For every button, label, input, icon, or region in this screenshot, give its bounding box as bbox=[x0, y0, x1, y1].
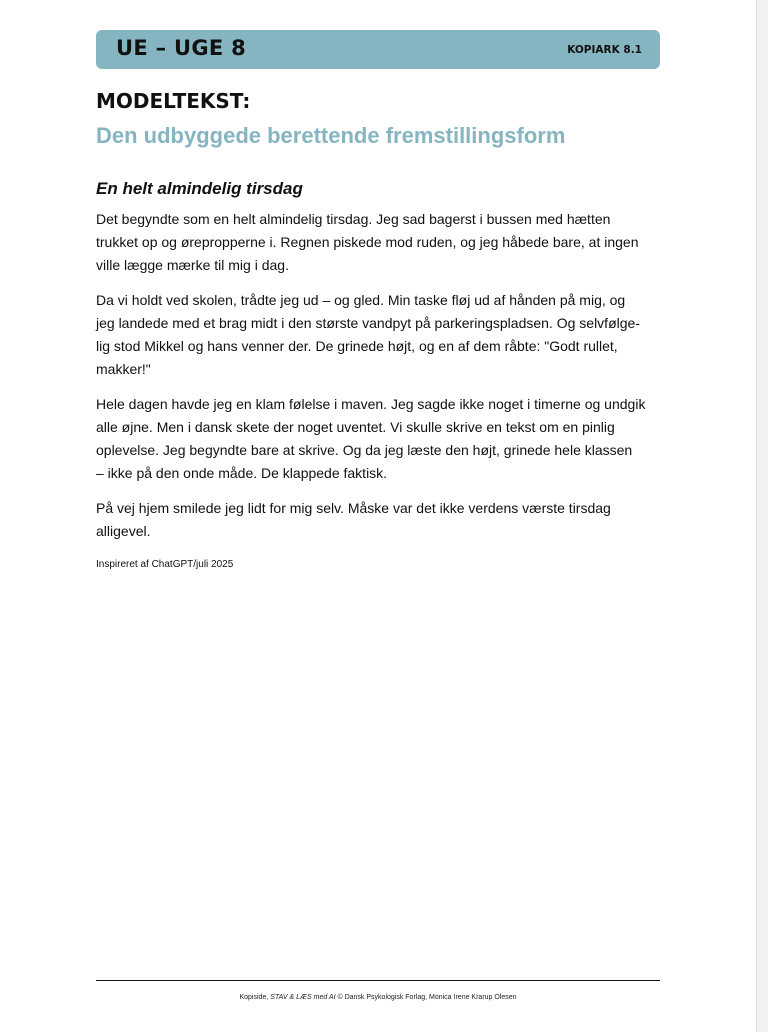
text-line: jeg landede med et brag midt i den største vandpyt på parkeringspladsen. Og selvfølge- bbox=[96, 315, 640, 331]
text-line: ville lægge mærke til mig i dag. bbox=[96, 257, 289, 273]
text-line: Da vi holdt ved skolen, trådte jeg ud – og gled. Min taske fløj ud af hånden på mig, og bbox=[96, 292, 626, 308]
story-paragraph-3 bbox=[96, 393, 662, 485]
footer-suffix: © Dansk Psykologisk Forlag, Monica Irene Krarup Olesen bbox=[335, 994, 517, 1001]
text-line: trukket op og ørepropperne i. Regnen piskede mod ruden, og jeg håbede bare, at ingen bbox=[96, 234, 639, 250]
story-paragraph-2 bbox=[96, 289, 662, 381]
source-note: Inspireret af ChatGPT/juli 2025 bbox=[96, 559, 234, 570]
text-line: makker!" bbox=[96, 361, 151, 377]
story-title: En helt almindelig tirsdag bbox=[96, 179, 303, 198]
text-line: På vej hjem smilede jeg lidt for mig selv. Måske var det ikke verdens værste tirsdag bbox=[96, 500, 611, 516]
text-line: lig stod Mikkel og hans venner der. De grinede højt, og en af dem råbte: "Godt rullet, bbox=[96, 338, 618, 354]
text-line: alligevel. bbox=[96, 523, 151, 539]
text-line: Det begyndte som en helt almindelig tirsdag. Jeg sad bagerst i bussen med hætten bbox=[96, 211, 611, 227]
story-body bbox=[96, 208, 662, 570]
header-title: UE – UGE 8 bbox=[116, 36, 247, 60]
worksheet-code: KOPIARK 8.1 bbox=[567, 44, 642, 56]
header-bar bbox=[96, 30, 660, 69]
footer-book-title: STAV & LÆS med AI bbox=[270, 994, 336, 1001]
text-line: oplevelse. Jeg begyndte bare at skrive. Og da jeg læste den højt, grinede hele klassen bbox=[96, 442, 633, 458]
page-subtitle: Den udbyggede berettende fremstillingsform bbox=[96, 123, 566, 148]
text-line: Hele dagen havde jeg en klam følelse i maven. Jeg sagde ikke noget i timerne og undgik bbox=[96, 396, 646, 412]
story-paragraph-4 bbox=[96, 497, 662, 543]
footer-copyright bbox=[96, 994, 660, 1001]
text-line: – ikke på den onde måde. De klappede faktisk. bbox=[96, 465, 388, 481]
text-line: alle øjne. Men i dansk skete der noget uventet. Vi skulle skrive en tekst om en pinlig bbox=[96, 419, 615, 435]
story-paragraph-1 bbox=[96, 208, 662, 277]
viewer-scroll-gutter[interactable] bbox=[756, 0, 768, 1032]
page-heading: MODELTEKST: bbox=[96, 89, 251, 113]
footer-prefix: Kopiside, bbox=[239, 994, 271, 1001]
footer-divider bbox=[96, 980, 660, 981]
